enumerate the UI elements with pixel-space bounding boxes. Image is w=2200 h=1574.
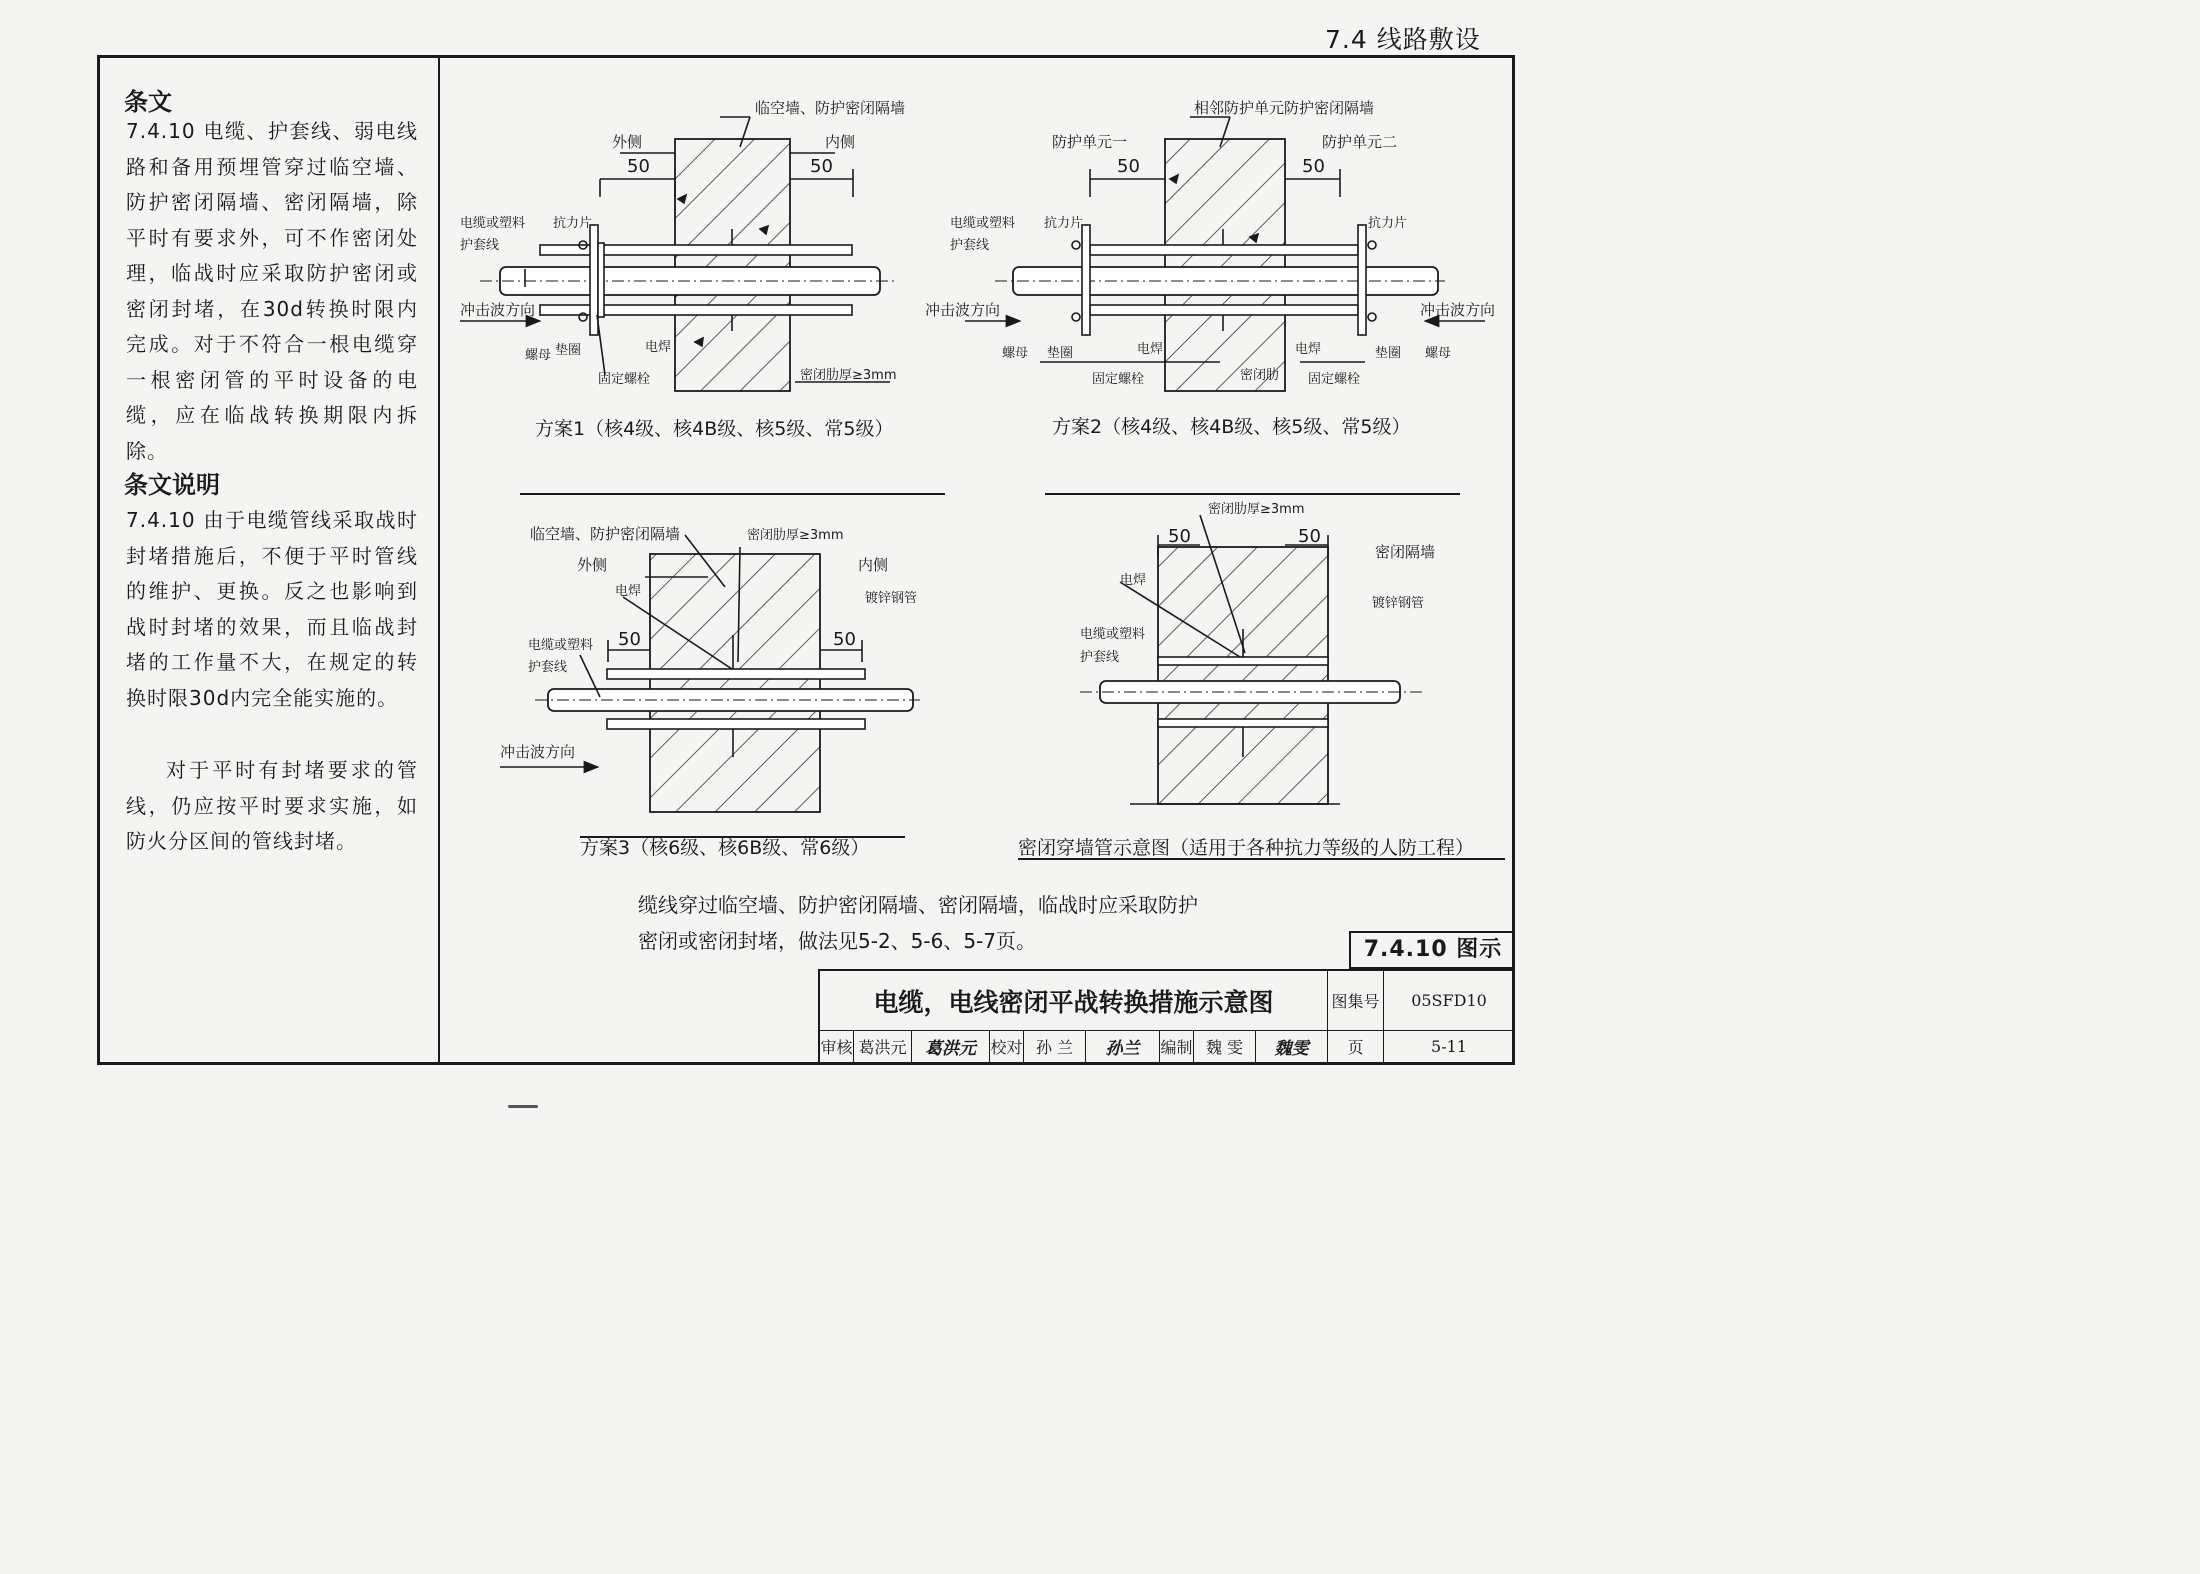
s4-pipe-label: 镀锌钢管	[1372, 596, 1425, 611]
s2-bolt-label: 固定螺栓	[1092, 372, 1145, 387]
s3-outer-label: 外侧	[577, 556, 608, 574]
s2-weld-label: 电焊	[1137, 342, 1164, 357]
s2-anti-force-label-right: 抗力片	[1368, 216, 1408, 231]
check-label: 校对	[990, 1031, 1024, 1063]
atlas-number-value: 05SFD10	[1384, 971, 1515, 1031]
s2-nut-label: 螺母	[1002, 346, 1029, 361]
s2-dim-left: 50	[1117, 156, 1140, 177]
reviewer-name: 葛洪元	[854, 1031, 912, 1063]
sealing-diagrams	[440, 57, 1515, 887]
s1-inner-label: 内侧	[825, 133, 856, 151]
s2-cable-label-2: 护套线	[950, 238, 990, 253]
s3-pipe-label: 镀锌钢管	[865, 591, 918, 606]
s2-washer-label: 垫圈	[1047, 346, 1074, 361]
s4-cable-label-2: 护套线	[1080, 650, 1120, 665]
s2-weld-label-right: 电焊	[1295, 342, 1322, 357]
title-block	[818, 969, 1515, 1063]
s1-anti-force-label: 抗力片	[553, 216, 593, 231]
scan-mark	[508, 1105, 538, 1108]
s1-caption: 方案1（核4级、核4B级、核5级、常5级）	[535, 418, 894, 440]
edit-label: 编制	[1160, 1031, 1194, 1063]
scheme4-diagram	[1018, 515, 1505, 859]
s2-dim-right: 50	[1302, 156, 1325, 177]
s1-shock-label: 冲击波方向	[460, 301, 536, 319]
explanation-heading: 条文说明	[124, 471, 220, 499]
explanation-body: 7.4.10 由于电缆管线采取战时封堵措施后，不便于平时管线的维护、更换。反之也影响到战时封堵的效果，而且临战封堵的工作量不大，在规定的转换时限30d内完全能实施的。	[126, 508, 418, 710]
editor-signature: 魏雯	[1256, 1031, 1328, 1063]
atlas-number-label: 图集号	[1328, 971, 1384, 1031]
figure-tag: 7.4.10 图示	[1349, 931, 1515, 969]
s3-weld-label: 电焊	[615, 584, 642, 599]
s4-dim-left: 50	[1168, 526, 1191, 547]
s1-wall-label: 临空墙、防护密闭隔墙	[755, 99, 906, 117]
s4-weld-label: 电焊	[1120, 573, 1147, 588]
drawing-title: 电缆，电线密闭平战转换措施示意图	[820, 971, 1328, 1031]
page-label: 页	[1328, 1031, 1384, 1063]
s2-nut-label-right: 螺母	[1425, 346, 1452, 361]
s4-wall-label: 密闭隔墙	[1375, 543, 1436, 561]
s1-dim-right: 50	[810, 156, 833, 177]
s4-cable-label: 电缆或塑料	[1080, 627, 1146, 642]
s2-shock-label-right: 冲击波方向	[1420, 301, 1496, 319]
s3-wall-label: 临空墙、防护密闭隔墙	[530, 525, 681, 543]
s4-rib-label: 密闭肋厚≥3mm	[1208, 502, 1305, 517]
s2-unit2-label: 防护单元二	[1322, 133, 1398, 151]
s3-dim-left: 50	[618, 629, 641, 650]
s3-caption: 方案3（核6级、核6B级、常6级）	[580, 837, 870, 859]
s2-caption: 方案2（核4级、核4B级、核5级、常5级）	[1052, 416, 1411, 438]
reference-note-line-2: 密闭或密闭封堵，做法见5-2、5-6、5-7页。	[638, 929, 1036, 953]
s1-cable-label: 电缆或塑料	[460, 216, 526, 231]
s3-shock-label: 冲击波方向	[500, 743, 576, 761]
article-body: 7.4.10 电缆、护套线、弱电线路和备用预埋管穿过临空墙、防护密闭隔墙、密闭隔墙，除平时有要求外，可不作密闭处理，临战时应采取防护密闭或密闭封堵，在30d转换时限内完成。对于不符合一根电缆穿一根密闭管的平时设备的电缆，应在临战转换期限内拆除。	[126, 119, 418, 463]
review-label: 审核	[820, 1031, 854, 1063]
s2-rib-label: 密闭肋	[1240, 368, 1280, 383]
reference-note-line-1: 缆线穿过临空墙、防护密闭隔墙、密闭隔墙，临战时应采取防护	[638, 893, 1198, 917]
s1-nut-label: 螺母	[525, 348, 552, 363]
s2-unit1-label: 防护单元一	[1052, 133, 1128, 151]
s2-bolt-label-right: 固定螺栓	[1308, 372, 1361, 387]
checker-signature: 孙兰	[1086, 1031, 1160, 1063]
s2-shock-label-left: 冲击波方向	[925, 301, 1001, 319]
reviewer-signature: 葛洪元	[912, 1031, 990, 1063]
scheme3-diagram	[500, 535, 920, 837]
s1-washer-label: 垫圈	[555, 343, 582, 358]
s2-cable-label: 电缆或塑料	[950, 216, 1016, 231]
s3-cable-label-2: 护套线	[528, 660, 568, 675]
s1-dim-left: 50	[627, 156, 650, 177]
s1-cable-label-2: 护套线	[460, 238, 500, 253]
explanation-body-2: 对于平时有封堵要求的管线，仍应按平时要求实施，如防火分区间的管线封堵。	[126, 758, 418, 853]
s2-washer-label-right: 垫圈	[1375, 346, 1402, 361]
s2-anti-force-label: 抗力片	[1044, 216, 1084, 231]
s3-cable-label: 电缆或塑料	[528, 638, 594, 653]
s3-rib-label: 密闭肋厚≥3mm	[747, 528, 844, 543]
editor-name: 魏 雯	[1194, 1031, 1256, 1063]
s4-dim-right: 50	[1298, 526, 1321, 547]
s1-outer-label: 外侧	[612, 133, 643, 151]
s3-inner-label: 内侧	[858, 556, 889, 574]
section-reference: 7.4 线路敷设	[1325, 25, 1481, 54]
reference-note	[638, 887, 1198, 959]
s4-caption: 密闭穿墙管示意图（适用于各种抗力等级的人防工程）	[1018, 837, 1475, 859]
checker-name: 孙 兰	[1024, 1031, 1086, 1063]
s1-rib-label: 密闭肋厚≥3mm	[800, 368, 897, 383]
s3-dim-right: 50	[833, 629, 856, 650]
s1-weld-label: 电焊	[645, 340, 672, 355]
article-heading: 条文	[124, 88, 172, 116]
s1-bolt-label: 固定螺栓	[598, 372, 651, 387]
page-number: 5-11	[1384, 1031, 1515, 1063]
s2-wall-label: 相邻防护单元防护密闭隔墙	[1194, 99, 1375, 117]
